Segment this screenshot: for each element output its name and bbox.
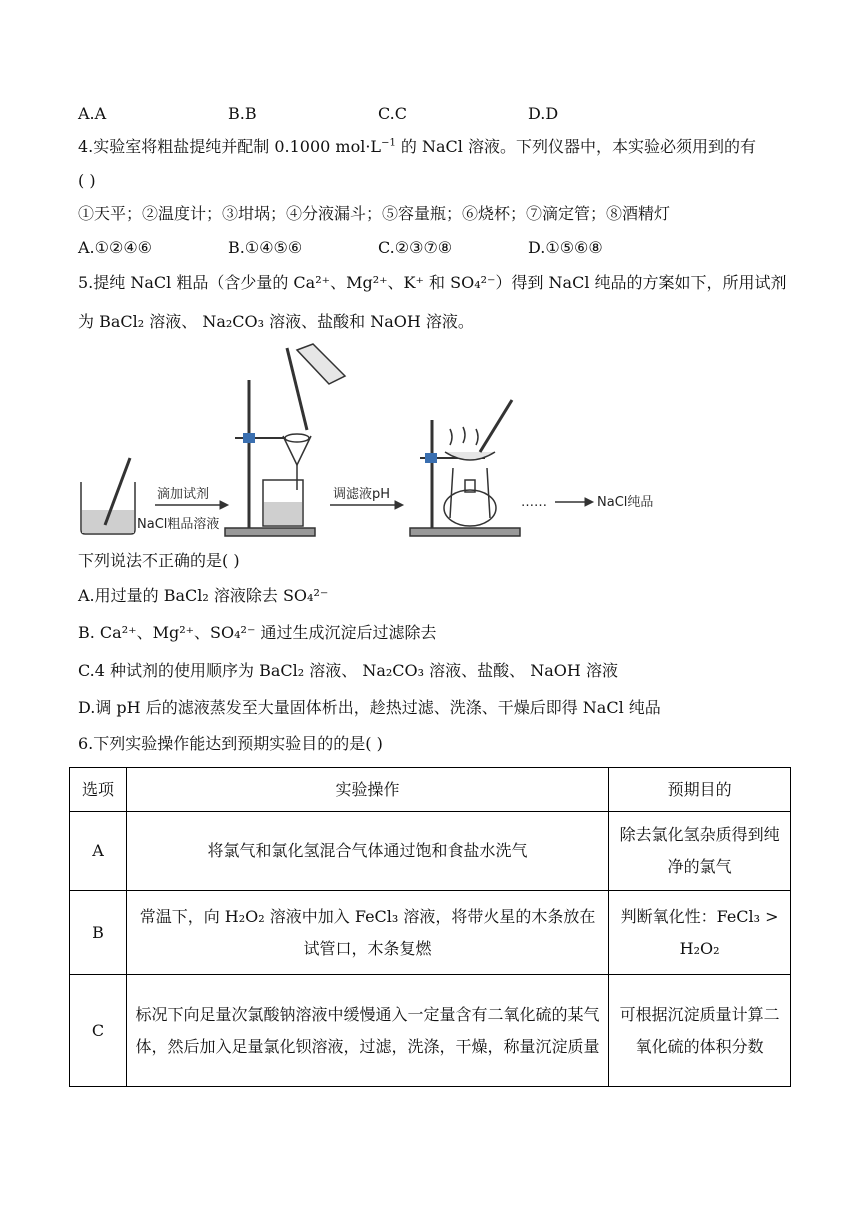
table-header-cell: 选项 <box>70 768 127 812</box>
q4-stem-a: 4.实验室将粗盐提纯并配制 0.1000 mol·L <box>78 137 382 156</box>
table-cell-purpose: 判断氧化性：FeCl₃ > H₂O₂ <box>609 891 791 975</box>
q6-stem: 6.下列实验操作能达到预期实验目的的是( ) <box>78 734 383 753</box>
q4-stem-b: 的 NaCl 溶液。下列仪器中，本实验必须用到的有 <box>395 137 756 156</box>
q4-stem-sup: −1 <box>381 137 396 149</box>
q3-option-c: C.C <box>378 104 407 123</box>
table-row <box>70 812 791 891</box>
q5-apparatus-figure <box>75 340 675 540</box>
evaporation-stand-icon <box>410 400 520 536</box>
table-cell-purpose: 可根据沉淀质量计算二氧化硫的体积分数 <box>609 975 791 1087</box>
table-row <box>70 975 791 1087</box>
table-header-cell: 实验操作 <box>126 768 608 812</box>
filtration-stand-icon <box>225 344 345 536</box>
q4-option-d: D.①⑤⑥⑧ <box>528 238 603 257</box>
fig-label-dots: …… <box>521 495 547 510</box>
q5-option-c: C.4 种试剂的使用顺序为 BaCl₂ 溶液、 Na₂CO₃ 溶液、盐酸、 NaOH 溶液 <box>78 661 618 680</box>
q4-stem <box>78 136 756 158</box>
table-cell-operation: 将氯气和氯化氢混合气体通过饱和食盐水洗气 <box>126 812 608 891</box>
q4-option-a: A.①②④⑥ <box>78 238 153 257</box>
arrow-icon <box>330 501 403 509</box>
table-row <box>70 891 791 975</box>
table-cell-operation: 常温下，向 H₂O₂ 溶液中加入 FeCl₃ 溶液，将带火星的木条放在试管口，木条复燃 <box>126 891 608 975</box>
table-cell-option: A <box>70 812 127 891</box>
q5-stem-line1: 5.提纯 NaCl 粗品（含少量的 Ca²⁺、Mg²⁺、K⁺ 和 SO₄²⁻）得到 NaCl 纯品的方案如下，所用试剂 <box>78 273 787 292</box>
arrow-icon <box>155 501 228 509</box>
table-header-cell: 预期目的 <box>609 768 791 812</box>
q5-stem-line2: 为 BaCl₂ 溶液、 Na₂CO₃ 溶液、盐酸和 NaOH 溶液。 <box>78 312 474 331</box>
table-header-row <box>70 768 791 812</box>
table-cell-purpose: 除去氯化氢杂质得到纯净的氯气 <box>609 812 791 891</box>
fig-label-product: NaCl纯品 <box>597 495 654 510</box>
table-cell-operation: 标况下向足量次氯酸钠溶液中缓慢通入一定量含有二氧化硫的某气体，然后加入足量氯化钡溶液，过滤，洗涤，干燥，称量沉淀质量 <box>126 975 608 1087</box>
q6-table <box>69 767 791 1087</box>
q5-option-d: D.调 pH 后的滤液蒸发至大量固体析出，趁热过滤、洗涤、干燥后即得 NaCl 纯品 <box>78 698 661 717</box>
q4-option-b: B.①④⑤⑥ <box>228 238 303 257</box>
q3-option-a: A.A <box>78 104 107 123</box>
table-cell-option: B <box>70 891 127 975</box>
q4-paren: ( ) <box>78 171 96 190</box>
q3-option-d: D.D <box>528 104 559 123</box>
arrow-icon <box>555 498 593 506</box>
q4-items: ①天平；②温度计；③坩埚；④分液漏斗；⑤容量瓶；⑥烧杯；⑦滴定管；⑧酒精灯 <box>78 204 671 223</box>
fig-label-step1: 滴加试剂 <box>157 487 210 502</box>
table-cell-option: C <box>70 975 127 1087</box>
q5-option-a: A.用过量的 BaCl₂ 溶液除去 SO₄²⁻ <box>78 586 329 605</box>
q5-question: 下列说法不正确的是( ) <box>78 551 240 570</box>
fig-label-step2: 调滤液pH <box>333 487 391 502</box>
q4-option-c: C.②③⑦⑧ <box>378 238 453 257</box>
fig-label-solution: NaCl粗品溶液 <box>137 517 220 532</box>
beaker-icon <box>81 458 135 534</box>
q3-option-b: B.B <box>228 104 257 123</box>
q5-option-b: B. Ca²⁺、Mg²⁺、SO₄²⁻ 通过生成沉淀后过滤除去 <box>78 623 437 642</box>
